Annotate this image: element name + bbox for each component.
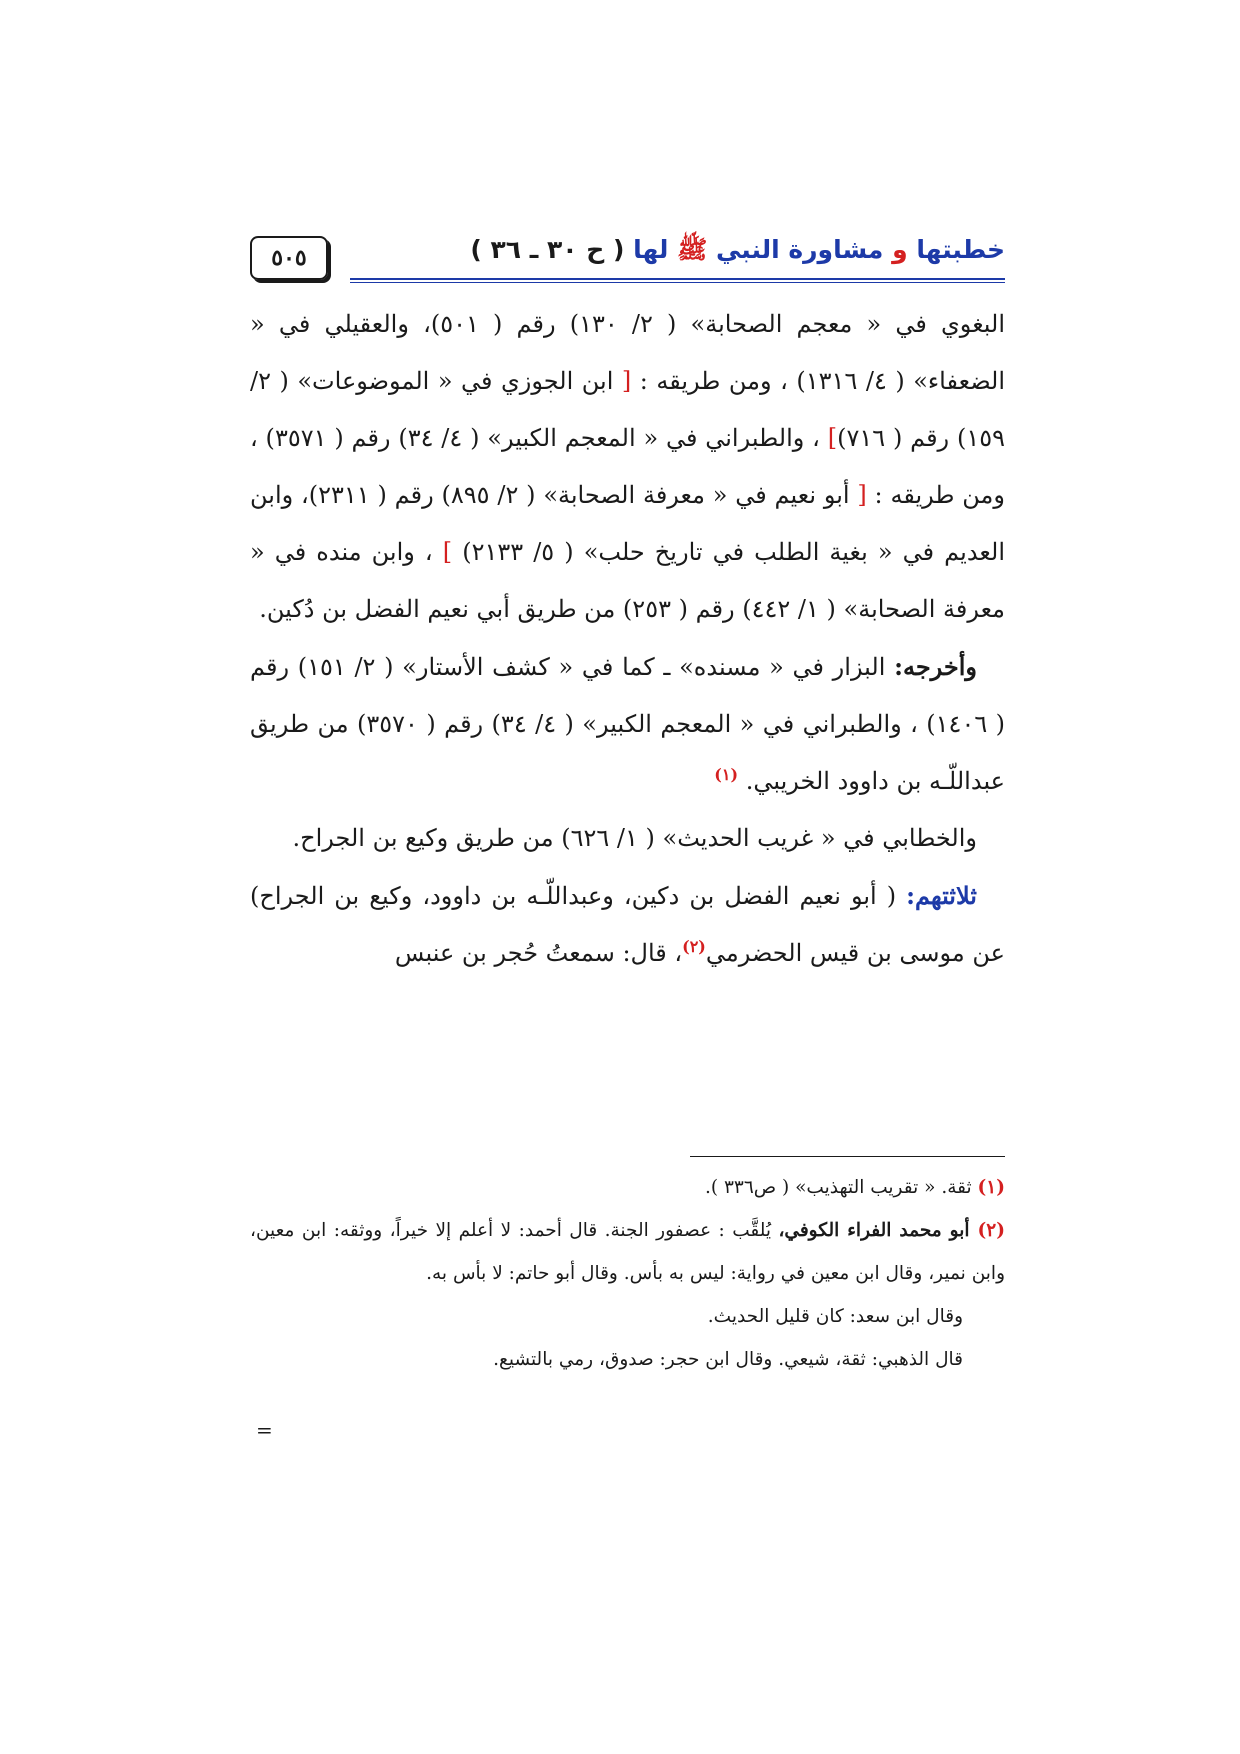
footnote-number: (٢)	[977, 1220, 1005, 1241]
honorific-glyph: ﷺ	[677, 235, 708, 264]
paragraph-lead: وأخرجه:	[894, 652, 978, 681]
running-title-part3: لها	[633, 235, 678, 264]
running-title-connector: و	[883, 235, 917, 264]
continuation-mark: =	[256, 1418, 273, 1442]
hadith-range: ( ح ٣٠ ـ ٣٦ )	[470, 235, 625, 264]
bracket-close: ]	[827, 424, 838, 452]
text-segment: ، قال: سمعتُ حُجر بن عنبس	[394, 939, 683, 967]
paragraph-sources	[250, 296, 1005, 638]
footnote-number: (١)	[977, 1177, 1005, 1198]
page-number: ٥٠٥	[250, 236, 328, 280]
bracket-open: [	[621, 367, 632, 395]
paragraph-akhrajahu	[250, 638, 1005, 810]
text-segment: أبو نعيم في « معرفة الصحابة» ( ٢/ ٨٩٥) رقم ( ٢٣١١)، وابن العديم في « بغية الطلب في تاريخ حلب» ( ٥/ ٢١٣٣)	[250, 481, 1005, 566]
bracket-close: ]	[442, 538, 453, 566]
paragraph-khattabi	[250, 810, 1005, 867]
text-segment: والخطابي في « غريب الحديث» ( ١/ ٦٢٦) من طريق وكيع بن الجراح.	[292, 824, 977, 852]
footnotes	[250, 1166, 1005, 1381]
footnote-text: يُلقَّب : عصفور الجنة. قال أحمد: لا أعلم إلا خيراً، ووثقه: ابن معين، وابن نمير، وقال ابن معين في رواية: ليس به بأس. وقال أبو حاتم: لا بأس به.	[250, 1220, 1005, 1284]
text-segment: ابن الجوزي في « الموضوعات» ( ٢/ ١٥٩) رقم ( ٧١٦)	[250, 367, 1005, 452]
header-divider	[350, 278, 1005, 283]
running-title-part1: خطبتها	[916, 235, 1005, 264]
text-segment: ( أبو نعيم الفضل بن دكين، وعبداللّـه بن داوود، وكيع بن الجراح) عن موسى بن قيس الحضرمي	[250, 882, 1005, 967]
running-title-part2: مشاورة النبي	[716, 235, 884, 264]
text-segment: البغوي في « معجم الصحابة» ( ٢/ ١٣٠) رقم ( ٥٠١)، والعقيلي في « الضعفاء» ( ٤/ ١٣١٦) ، ومن طريقه :	[250, 310, 1006, 395]
text-segment: ، والطبراني في « المعجم الكبير» ( ٤/ ٣٤) رقم ( ٣٥٧١) ، ومن طريقه :	[250, 424, 1005, 509]
footnote-divider	[690, 1156, 1005, 1157]
text-segment: البزار في « مسنده» ـ كما في « كشف الأستار» ( ٢/ ١٥١) رقم ( ١٤٠٦) ، والطبراني في « المعجم الكبير» ( ٤/ ٣٤) رقم ( ٣٥٧٠) من طريق عبداللّـه بن داوود الخريبي.	[250, 653, 1005, 795]
paragraph-lead: ثلاثتهم:	[906, 881, 977, 910]
text-segment: ، وابن منده في « معرفة الصحابة» ( ١/ ٤٤٢) رقم ( ٢٥٣) من طريق أبي نعيم الفضل بن دُكين.	[250, 538, 1005, 623]
paragraph-thalathatuhum	[250, 867, 1005, 982]
footnote-1	[250, 1166, 1005, 1209]
bracket-open: [	[857, 481, 867, 509]
footnote-ref-2[interactable]: (٢)	[682, 937, 706, 956]
main-text	[250, 296, 1005, 982]
footnote-2-line-dhahabi: قال الذهبي: ثقة، شيعي. وقال ابن حجر: صدوق، رمي بالتشيع.	[493, 1349, 963, 1370]
footnote-2-line-ibn-saad: وقال ابن سعد: كان قليل الحديث.	[707, 1306, 963, 1327]
footnote-2	[250, 1209, 1005, 1295]
footnote-narrator-name: أبو محمد الفراء الكوفي،	[778, 1220, 978, 1241]
footnote-text: ثقة. « تقريب التهذيب» ( ص٣٣٦ ).	[704, 1177, 978, 1198]
page-header	[250, 230, 1005, 288]
running-title	[470, 234, 1005, 271]
footnote-ref-1[interactable]: (١)	[714, 765, 739, 784]
